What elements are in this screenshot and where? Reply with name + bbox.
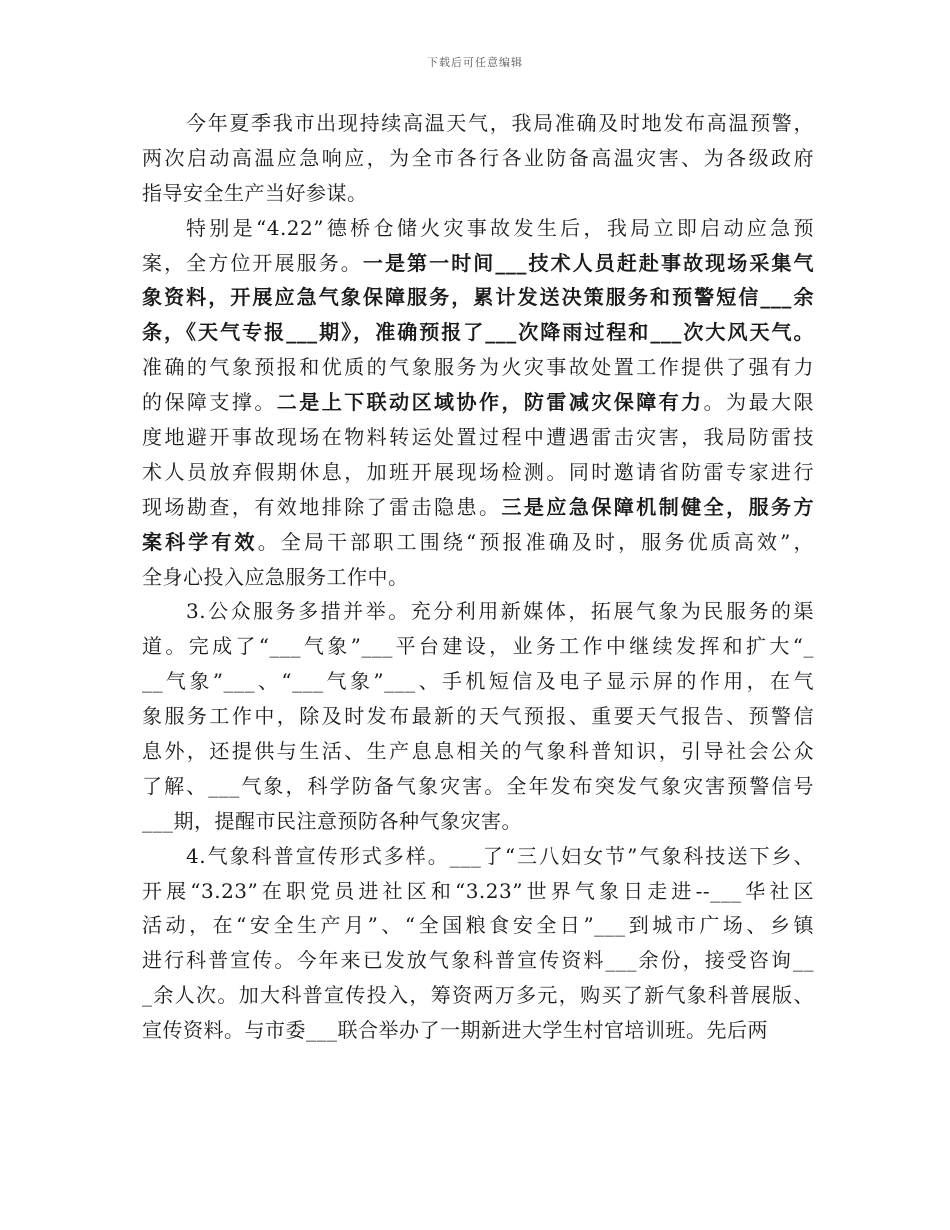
text-line (142, 280, 814, 315)
bold-text-segment: 二是上下联动区域协作，防雷减灾保障有力 (276, 390, 704, 415)
text-line (142, 211, 814, 246)
text-segment: __气象”___、“___气象”___、手机短信及电子显示屏的作用，在气 (142, 669, 814, 694)
text-segment: ___期，提醒市民注意预防各种气象灾害。 (142, 808, 522, 833)
text-segment: 两次启动高温应急响应，为全市各行各业防备高温灾害、为各级政府 (142, 145, 814, 170)
text-segment: 3.公众服务多措并举。充分利用新媒体，拓展气象为民服务的渠 (186, 599, 814, 624)
text-line (142, 734, 814, 769)
text-segment: 的保障支撑。 (142, 390, 277, 415)
text-line (142, 350, 814, 385)
text-segment: 。全局干部职工围绕“预报准确及时，服务优质高效”， (257, 529, 814, 554)
text-line (142, 699, 814, 734)
text-line (142, 594, 814, 629)
text-line (142, 141, 814, 176)
text-segment: 术人员放弃假期休息，加班开展现场检测。同时邀请省防雷专家进行 (142, 459, 814, 484)
text-segment: 宣传资料。与市委___联合举办了一期新进大学生村官培训班。先后两 (142, 1018, 768, 1043)
text-line (142, 629, 814, 664)
paragraph (142, 106, 814, 211)
text-line (142, 490, 814, 525)
text-line (142, 246, 814, 281)
text-segment: 现场勘查，有效地排除了雷击隐患。 (142, 494, 502, 519)
text-line (142, 769, 814, 804)
page-header: 下载后可任意编辑 (427, 56, 523, 69)
text-segment: 息外，还提供与生活、生产息息相关的气象科普知识，引导社会公众 (142, 739, 814, 764)
text-segment: 。为最大限 (703, 390, 814, 415)
bold-text-segment: 三是应急保障机制健全，服务方 (501, 494, 814, 519)
text-line (142, 525, 814, 560)
bold-text-segment: 案科学有效 (142, 529, 258, 554)
text-line (142, 106, 814, 141)
document-body (142, 106, 814, 1048)
text-segment: 进行科普宣传。今年来已发放气象科普宣传资料___余份，接受咨询__ (142, 948, 814, 973)
text-line (142, 560, 814, 595)
text-segment: 了解、___气象，科学防备气象灾害。全年发布突发气象灾害预警信号 (142, 773, 814, 798)
text-line (142, 839, 814, 874)
text-line (142, 455, 814, 490)
text-line (142, 943, 814, 978)
text-line (142, 1013, 814, 1048)
paragraph (142, 211, 814, 595)
paragraph (142, 594, 814, 838)
text-segment: 案，全方位开展服务。 (142, 250, 363, 275)
text-segment: _余人次。加大科普宣传投入，筹资两万多元，购买了新气象科普展版、 (142, 983, 814, 1008)
paragraph (142, 839, 814, 1048)
text-line (142, 420, 814, 455)
text-segment: 4.气象科普宣传形式多样。___了“三八妇女节”气象科技送下乡、 (186, 843, 814, 868)
text-line (142, 176, 814, 211)
text-line (142, 804, 814, 839)
text-segment: 象服务工作中，除及时发布最新的天气预报、重要天气报告、预警信 (142, 704, 814, 729)
bold-text-segment: 条，《天气专报___期》，准确预报了___次降雨过程和___次大风天气。 (142, 320, 814, 345)
text-line (142, 874, 814, 909)
bold-text-segment: 象资料，开展应急气象保障服务，累计发送决策服务和预警短信___余 (142, 285, 814, 310)
text-segment: 指导安全生产当好参谋。 (142, 180, 368, 205)
text-line (142, 978, 814, 1013)
text-line (142, 908, 814, 943)
text-segment: 活动，在“安全生产月”、“全国粮食安全日”___到城市广场、乡镇 (142, 913, 814, 938)
text-segment: 准确的气象预报和优质的气象服务为火灾事故处置工作提供了强有力 (142, 355, 814, 380)
text-segment: 道。完成了“___气象”___平台建设，业务工作中继续发挥和扩大“_ (142, 634, 814, 659)
text-line (142, 664, 814, 699)
text-line (142, 385, 814, 420)
text-segment: 开展“3.23”在职党员进社区和“3.23”世界气象日走进--___华社区 (142, 878, 814, 903)
text-segment: 特别是“4.22”德桥仓储火灾事故发生后，我局立即启动应急预 (186, 215, 814, 240)
text-segment: 今年夏季我市出现持续高温天气，我局准确及时地发布高温预警， (186, 111, 814, 135)
bold-text-segment: 一是第一时间___技术人员赶赴事故现场采集气 (362, 250, 814, 275)
text-line (142, 315, 814, 350)
text-segment: 度地避开事故现场在物料转运处置过程中遭遇雷击灾害，我局防雷技 (142, 425, 814, 450)
text-segment: 全身心投入应急服务工作中。 (142, 564, 409, 589)
